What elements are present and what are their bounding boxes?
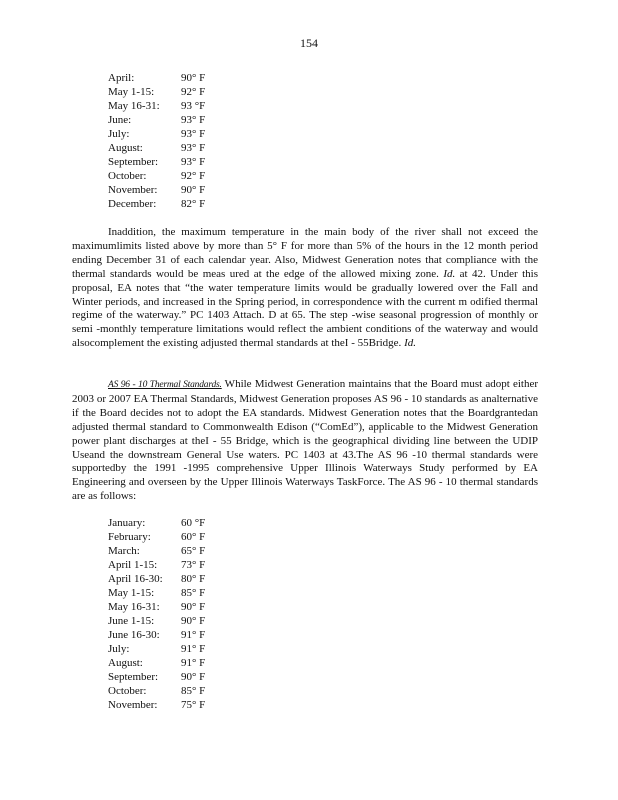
month-label: February: [108,531,151,543]
temperature-value: 82° F [181,198,206,210]
month-label: May 16-31: [108,100,160,112]
list-item [108,628,205,642]
month-label: June 1-15: [108,615,155,627]
paragraph-text: at 42. Under this proposal, EA notes that “the water temperature limits would be gradually lowered over the Fall and Winter periods, and increased in the Spring period, in correspondence with the current m odified thermal regime of the waterway.” PC 1403 Attach. D at 65. The step -wise seasonal progression of monthly or semi -monthly temperature limitations would reflect the ambient conditions of the waterway and would alsocomplement the existing adjusted thermal standards at theI - 55Bridge. [72,267,538,350]
temperature-value: 91° F [181,657,206,669]
temperature-value: 90° F [181,184,206,196]
temperature-value: 85° F [181,685,206,697]
page-number: 154 [300,36,318,50]
temperature-value: 91° F [181,643,206,655]
temperature-value: 93° F [181,142,206,154]
temperature-value: 75° F [181,699,206,711]
month-label: August: [108,657,143,669]
list-item [108,530,205,544]
temperature-value: 93° F [181,128,206,140]
month-label: November: [108,184,158,196]
month-label: October: [108,170,147,182]
citation-id: Id. [443,267,456,280]
temperature-value: 93° F [181,114,206,126]
month-label: June 16-30: [108,629,160,641]
month-label: March: [108,545,140,557]
temperature-value: 92° F [181,86,206,98]
temperature-value: 73° F [181,559,206,571]
temperature-value: 85° F [181,587,206,599]
temperature-value: 93° F [181,156,206,168]
month-label: January: [108,517,146,529]
list-item [108,197,205,211]
month-label: July: [108,643,130,655]
month-label: May 1-15: [108,86,155,98]
month-label: September: [108,156,159,168]
temperature-value: 90° F [181,601,206,613]
temperature-value: 65° F [181,545,206,557]
temperature-value: 92° F [181,170,206,182]
citation-id: Id. [404,337,416,350]
month-label: July: [108,128,130,140]
list-item [108,113,205,127]
temperature-value: 80° F [181,573,206,585]
list-item [108,99,205,113]
month-label: September: [108,671,159,683]
list-item [108,169,205,183]
month-label: August: [108,142,143,154]
temperature-value: 90° F [181,72,206,84]
list-item [108,656,205,670]
temperature-value: 93 °F [181,100,206,112]
month-label: October: [108,685,147,697]
list-item [108,684,205,698]
list-item [108,127,205,141]
temperature-value: 91° F [181,629,206,641]
temperature-value: 60 °F [181,517,206,529]
month-label: April 1-15: [108,559,158,571]
month-label: November: [108,699,158,711]
section-heading: AS 96 - 10 Thermal Standards. [108,380,222,390]
temperature-list-bottom [108,516,205,712]
list-item [108,614,205,628]
list-item [108,516,205,530]
temperature-value: 90° F [181,671,206,683]
paragraph-maximum-limits [72,226,538,351]
list-item [108,600,205,614]
list-item [108,141,205,155]
month-label: May 1-15: [108,587,155,599]
list-item [108,558,205,572]
paragraph-text: While Midwest Generation maintains that the Board must adopt either 2003 or 2007 EA Thermal Standards, Midwest Generation proposes AS 96 - 10 standards as analternative if the Board decides not to adopt the EA standards. Midwest Generation notes that the Boardgrantedan adjusted thermal standard to Commonwealth Edison (“ComEd”), applicable to the Midwest Generation power plant discharges at theI - 55 Bridge, which is the geographical dividing line between the UDIP Useand the downstream General Use waters. PC 1403 at 43.The AS 96 -10 thermal standards were supportedby the 1991 -1995 comprehensive Upper Illinois Waterways Study performed by EA Engineering and overseen by the Upper Illinois Waterways TaskForce. The AS 96 - 10 thermal standards are as follows: [72,378,538,503]
list-item [108,155,205,169]
temperature-list-top [108,71,205,211]
list-item [108,586,205,600]
list-item [108,572,205,586]
list-item [108,71,205,85]
month-label: June: [108,114,132,126]
list-item [108,698,205,712]
month-label: May 16-31: [108,601,160,613]
temperature-value: 90° F [181,615,206,627]
list-item [108,642,205,656]
temperature-value: 60° F [181,531,206,543]
paragraph-text: Inaddition, the maximum temperature in the main body of the river shall not exceed the maximumlimits listed above by more than 5° F for more than 5% of the hours in the 12 month period ending December 31 of each calendar year. Also, Midwest Generation notes that compliance with the thermal standards would be meas ured at the edge of the allowed mixing zone. [72,226,538,280]
month-label: April 16-30: [108,573,163,585]
month-label: April: [108,72,135,84]
list-item [108,544,205,558]
month-label: December: [108,198,157,210]
paragraph-as-96-10 [72,378,538,504]
list-item [108,670,205,684]
list-item [108,85,205,99]
list-item [108,183,205,197]
